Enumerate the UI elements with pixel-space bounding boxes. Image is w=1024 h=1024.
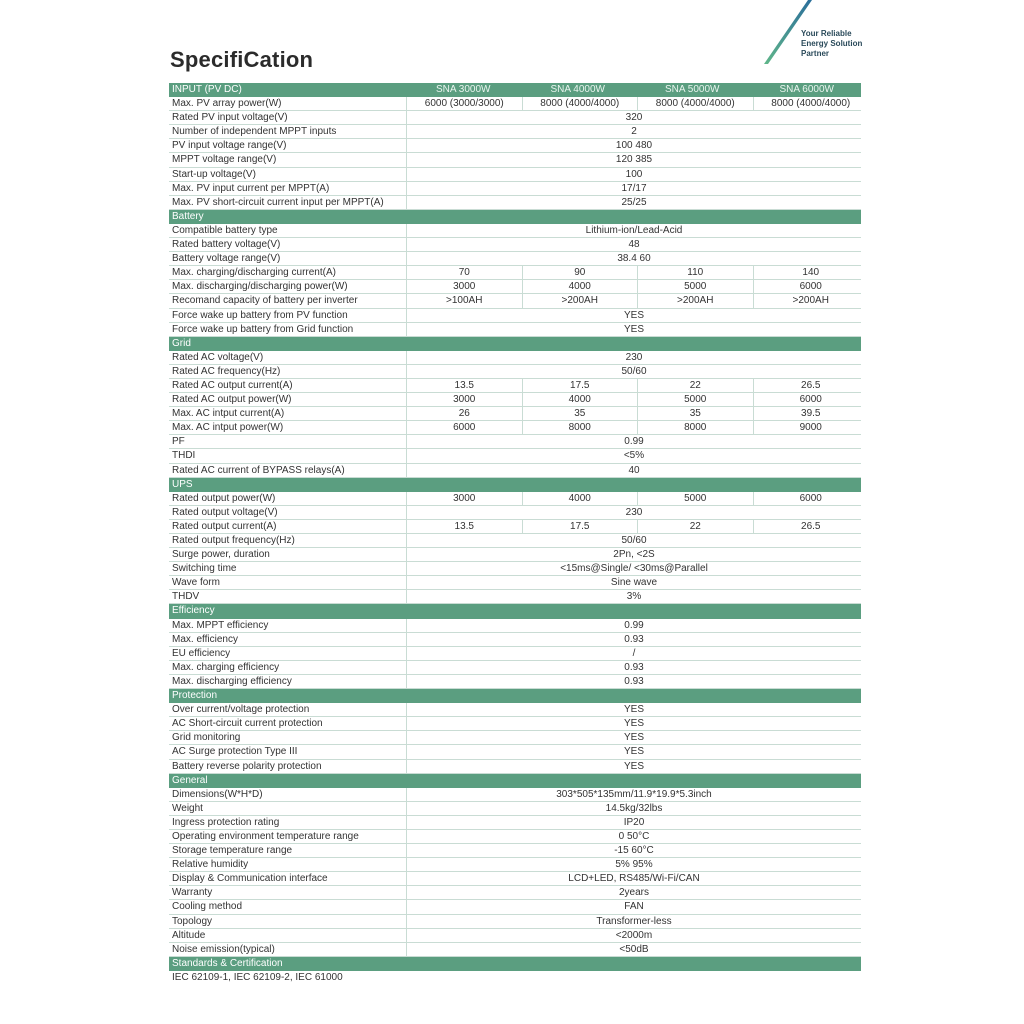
spec-row (169, 590, 861, 604)
spec-value: 22 (637, 520, 753, 533)
spec-row (169, 464, 861, 478)
spec-value: 0.99 (406, 435, 861, 448)
spec-row (169, 745, 861, 759)
spec-label: EU efficiency (172, 647, 231, 659)
spec-row (169, 844, 861, 858)
spec-value: 320 (406, 111, 861, 124)
spec-value: 2Pn, <2S (406, 548, 861, 561)
spec-value: <5% (406, 449, 861, 462)
spec-row (169, 111, 861, 125)
spec-row (169, 238, 861, 252)
spec-label: Cooling method (172, 901, 243, 913)
spec-value: 90 (522, 266, 638, 279)
section-header (169, 83, 861, 97)
brand-tagline (801, 29, 881, 59)
spec-row (169, 675, 861, 689)
spec-value: YES (406, 323, 861, 336)
spec-value: 8000 (522, 421, 638, 434)
spec-value: YES (406, 731, 861, 744)
spec-value: >100AH (406, 294, 522, 307)
spec-row (169, 280, 861, 294)
section-title: Battery (172, 210, 204, 222)
spec-value: 100 480 (406, 139, 861, 152)
spec-value: 26.5 (753, 520, 869, 533)
spec-row (169, 125, 861, 139)
tagline-line: Energy Solution (801, 39, 863, 48)
spec-label: Max. discharging/discharging power(W) (172, 281, 348, 293)
spec-value: 2years (406, 886, 861, 899)
spec-value: 0 50°C (406, 830, 861, 843)
spec-value: 8000 (4000/4000) (753, 97, 869, 110)
spec-label: Max. AC intput current(A) (172, 408, 285, 420)
spec-label: Topology (172, 915, 213, 927)
spec-label: Storage temperature range (172, 845, 293, 857)
spec-value: 35 (637, 407, 753, 420)
spec-label: Switching time (172, 563, 237, 575)
model-header: SNA 3000W (436, 84, 491, 95)
spec-value: 4000 (522, 393, 638, 406)
spec-row (169, 492, 861, 506)
spec-value: 70 (406, 266, 522, 279)
spec-label: MPPT voltage range(V) (172, 154, 277, 166)
spec-value: 0.93 (406, 675, 861, 688)
spec-label: AC Short-circuit current protection (172, 718, 323, 730)
spec-label: Rated AC voltage(V) (172, 351, 264, 363)
spec-value: 0.93 (406, 661, 861, 674)
spec-row (169, 139, 861, 153)
spec-row (169, 633, 861, 647)
spec-value: 26 (406, 407, 522, 420)
spec-value: 17.5 (522, 379, 638, 392)
spec-value: 8000 (4000/4000) (522, 97, 638, 110)
spec-value: LCD+LED, RS485/Wi-Fi/CAN (406, 872, 861, 885)
spec-value: 13.5 (406, 379, 522, 392)
section-header (169, 957, 861, 971)
spec-value: <2000m (406, 929, 861, 942)
spec-value: Lithium-ion/Lead-Acid (406, 224, 861, 237)
spec-value: 6000 (753, 492, 869, 505)
spec-row (169, 534, 861, 548)
spec-value: 120 385 (406, 153, 861, 166)
spec-value: YES (406, 717, 861, 730)
spec-value: 3000 (406, 280, 522, 293)
spec-value: 5000 (637, 393, 753, 406)
spec-row (169, 168, 861, 182)
spec-row (169, 393, 861, 407)
spec-label: Max. AC intput power(W) (172, 422, 284, 434)
spec-value: 17.5 (522, 520, 638, 533)
section-header (169, 478, 861, 492)
spec-label: Number of independent MPPT inputs (172, 126, 337, 138)
spec-value: 0.93 (406, 633, 861, 646)
spec-value: 50/60 (406, 365, 861, 378)
spec-label: Operating environment temperature range (172, 830, 359, 842)
spec-value: 9000 (753, 421, 869, 434)
spec-value: 39.5 (753, 407, 869, 420)
spec-value: >200AH (753, 294, 869, 307)
model-header: SNA 4000W (550, 84, 605, 95)
spec-row (169, 449, 861, 463)
spec-value: FAN (406, 900, 861, 913)
spec-label: Rated output current(A) (172, 520, 277, 532)
spec-value: 26.5 (753, 379, 869, 392)
spec-label: Warranty (172, 887, 213, 899)
spec-row (169, 421, 861, 435)
spec-value: 13.5 (406, 520, 522, 533)
spec-label: Recomand capacity of battery per inverter (172, 295, 358, 307)
spec-row (169, 619, 861, 633)
spec-value: 6000 (3000/3000) (406, 97, 522, 110)
section-title: Grid (172, 337, 191, 349)
spec-label: Max. charging efficiency (172, 661, 280, 673)
tagline-line: Partner (801, 49, 830, 58)
spec-row (169, 294, 861, 308)
spec-label: PV input voltage range(V) (172, 140, 287, 152)
spec-value: 140 (753, 266, 869, 279)
spec-row (169, 153, 861, 167)
spec-value: 38.4 60 (406, 252, 861, 265)
spec-value: 17/17 (406, 182, 861, 195)
spec-row (169, 647, 861, 661)
model-header: SNA 6000W (779, 84, 834, 95)
spec-row (169, 576, 861, 590)
spec-label: Rated output power(W) (172, 492, 276, 504)
spec-value: 6000 (753, 280, 869, 293)
spec-row (169, 323, 861, 337)
spec-row (169, 816, 861, 830)
spec-row (169, 562, 861, 576)
spec-value: YES (406, 309, 861, 322)
section-title: Efficiency (172, 605, 215, 617)
spec-row (169, 407, 861, 421)
spec-label: Grid monitoring (172, 732, 241, 744)
spec-label: Max. efficiency (172, 633, 238, 645)
spec-value: YES (406, 745, 861, 758)
spec-value: 5000 (637, 492, 753, 505)
spec-value: 3% (406, 590, 861, 603)
spec-value: Sine wave (406, 576, 861, 589)
spec-label: Altitude (172, 929, 206, 941)
spec-label: Wave form (172, 577, 220, 589)
spec-label: Max. charging/discharging current(A) (172, 267, 336, 279)
spec-value: Transformer-less (406, 915, 861, 928)
spec-row (169, 252, 861, 266)
spec-label: Max. PV array power(W) (172, 98, 282, 110)
spec-label: Dimensions(W*H*D) (172, 788, 263, 800)
spec-label: Compatible battery type (172, 224, 278, 236)
spec-label: Start-up voltage(V) (172, 168, 256, 180)
spec-row (169, 900, 861, 914)
spec-value: >200AH (522, 294, 638, 307)
spec-row (169, 788, 861, 802)
spec-value: 22 (637, 379, 753, 392)
spec-label: THDI (172, 450, 196, 462)
section-header (169, 337, 861, 351)
spec-label: AC Surge protection Type III (172, 746, 298, 758)
spec-row (169, 97, 861, 111)
spec-value: / (406, 647, 861, 660)
spec-label: Rated battery voltage(V) (172, 239, 281, 251)
spec-row (169, 266, 861, 280)
section-header (169, 774, 861, 788)
spec-row (169, 351, 861, 365)
spec-row (169, 661, 861, 675)
spec-label: Rated AC output power(W) (172, 394, 292, 406)
specification-table (169, 83, 861, 971)
spec-label: Rated AC frequency(Hz) (172, 365, 281, 377)
spec-row (169, 830, 861, 844)
spec-value: YES (406, 760, 861, 773)
spec-value: 3000 (406, 393, 522, 406)
section-header (169, 689, 861, 703)
spec-row (169, 379, 861, 393)
spec-value: 230 (406, 506, 861, 519)
spec-value: 14.5kg/32lbs (406, 802, 861, 815)
spec-value: 40 (406, 464, 861, 477)
spec-label: PF (172, 436, 185, 448)
spec-value: 2 (406, 125, 861, 138)
spec-row (169, 196, 861, 210)
spec-label: Weight (172, 802, 203, 814)
section-title: UPS (172, 478, 193, 490)
spec-row (169, 435, 861, 449)
spec-value: 50/60 (406, 534, 861, 547)
spec-label: Relative humidity (172, 859, 249, 871)
standards-text: IEC 62109-1, IEC 62109-2, IEC 61000 (172, 972, 343, 983)
spec-value: 6000 (406, 421, 522, 434)
spec-label: Rated AC output current(A) (172, 379, 293, 391)
spec-label: Surge power, duration (172, 549, 270, 561)
section-header (169, 604, 861, 618)
spec-label: Rated output voltage(V) (172, 506, 278, 518)
spec-label: Max. PV input current per MPPT(A) (172, 182, 330, 194)
spec-row (169, 224, 861, 238)
spec-row (169, 731, 861, 745)
spec-value: IP20 (406, 816, 861, 829)
section-title: Protection (172, 690, 218, 702)
spec-row (169, 182, 861, 196)
spec-label: Over current/voltage protection (172, 704, 310, 716)
spec-row (169, 915, 861, 929)
spec-row (169, 858, 861, 872)
section-header (169, 210, 861, 224)
spec-label: Force wake up battery from PV function (172, 309, 348, 321)
spec-value: >200AH (637, 294, 753, 307)
spec-value: 35 (522, 407, 638, 420)
spec-row (169, 943, 861, 957)
spec-value: <15ms@Single/ <30ms@Parallel (406, 562, 861, 575)
spec-value: 3000 (406, 492, 522, 505)
spec-value: 6000 (753, 393, 869, 406)
spec-row (169, 760, 861, 774)
spec-value: 5000 (637, 280, 753, 293)
section-title: General (172, 774, 208, 786)
spec-value: 4000 (522, 492, 638, 505)
spec-value: 303*505*135mm/11.9*19.9*5.3inch (406, 788, 861, 801)
spec-row (169, 506, 861, 520)
spec-value: 48 (406, 238, 861, 251)
spec-label: Battery voltage range(V) (172, 253, 281, 265)
spec-label: Noise emission(typical) (172, 943, 275, 955)
spec-row (169, 929, 861, 943)
spec-value: 25/25 (406, 196, 861, 209)
spec-label: Rated output frequency(Hz) (172, 535, 295, 546)
model-header: SNA 5000W (665, 84, 720, 95)
section-title: Standards & Certification (172, 957, 283, 969)
spec-label: THDV (172, 591, 200, 603)
section-title: INPUT (PV DC) (172, 84, 242, 95)
spec-value: <50dB (406, 943, 861, 956)
spec-value: YES (406, 703, 861, 716)
spec-value: 0.99 (406, 619, 861, 632)
spec-value: 100 (406, 168, 861, 181)
spec-label: Rated AC current of BYPASS relays(A) (172, 464, 345, 476)
spec-row (169, 309, 861, 323)
spec-value: 4000 (522, 280, 638, 293)
spec-label: Max. PV short-circuit current input per MPPT(A) (172, 196, 384, 208)
spec-row (169, 717, 861, 731)
spec-row (169, 365, 861, 379)
spec-value: 230 (406, 351, 861, 364)
spec-label: Force wake up battery from Grid function (172, 323, 354, 335)
spec-row (169, 548, 861, 562)
spec-row (169, 872, 861, 886)
spec-value: 8000 (4000/4000) (637, 97, 753, 110)
spec-label: Ingress protection rating (172, 816, 280, 828)
spec-label: Max. discharging efficiency (172, 675, 292, 687)
spec-label: Battery reverse polarity protection (172, 760, 322, 772)
spec-label: Max. MPPT efficiency (172, 619, 269, 631)
spec-value: 8000 (637, 421, 753, 434)
spec-value: 110 (637, 266, 753, 279)
spec-value: 5% 95% (406, 858, 861, 871)
spec-label: Display & Communication interface (172, 873, 328, 885)
tagline-line: Your Reliable (801, 29, 852, 38)
page-title: SpecifiCation (170, 47, 314, 72)
spec-row (169, 703, 861, 717)
spec-row (169, 886, 861, 900)
spec-value: -15 60°C (406, 844, 861, 857)
spec-label: Rated PV input voltage(V) (172, 112, 288, 124)
spec-row (169, 802, 861, 816)
spec-row (169, 520, 861, 534)
